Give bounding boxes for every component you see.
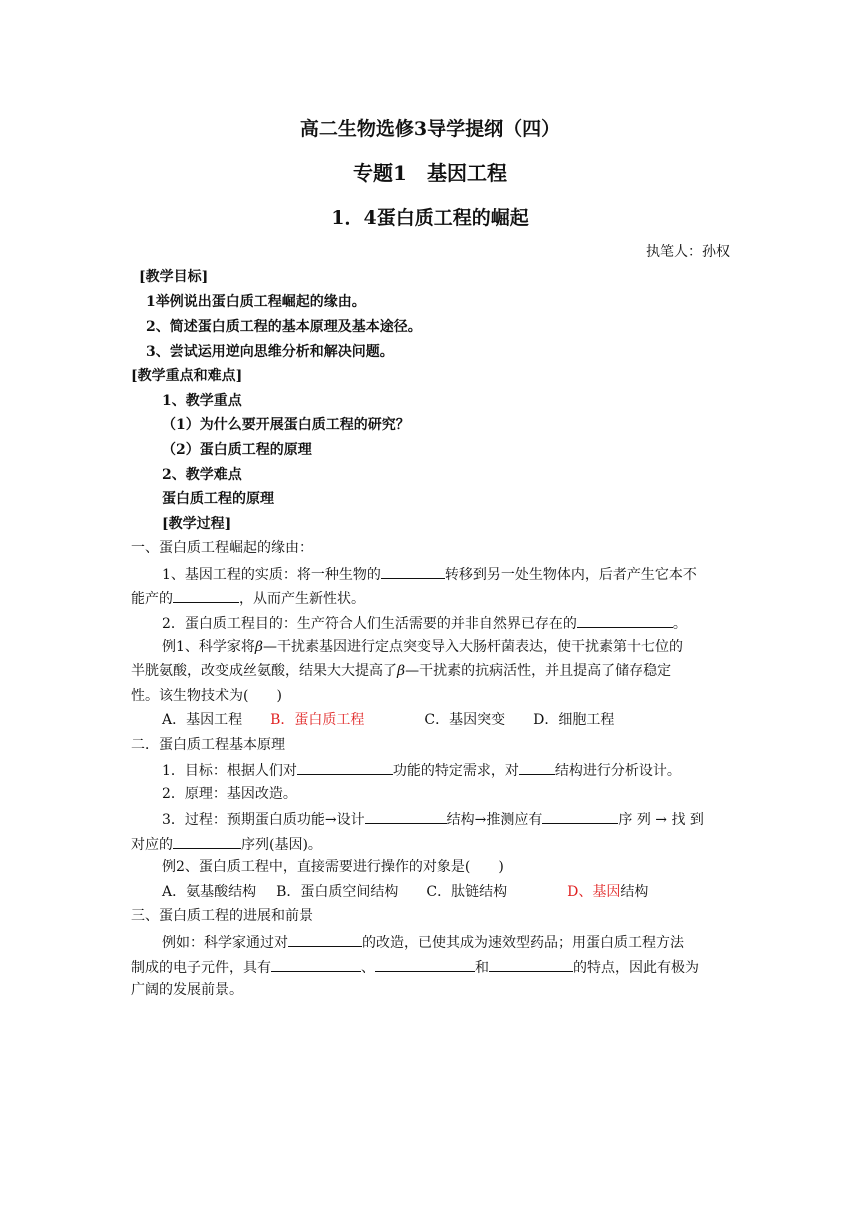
text-span: 、 <box>361 960 375 976</box>
keypoints-heading: [教学重点和难点] <box>131 368 243 384</box>
text-span: ，从而产生新性状。 <box>239 591 365 607</box>
objective-item: 2、简述蛋白质工程的基本原理及基本途径。 <box>146 319 422 335</box>
answer-blank[interactable] <box>288 931 362 947</box>
section1-p1-line1 <box>162 563 697 585</box>
example1-line2 <box>131 661 671 681</box>
section2-p1 <box>162 759 681 781</box>
answer-blank[interactable] <box>542 808 618 824</box>
answer-blank[interactable] <box>297 759 393 775</box>
option-d-rest: 结构 <box>620 884 649 900</box>
text-span: 例1、科学家将 <box>162 639 255 655</box>
focus-heading: 1、教学重点 <box>162 393 242 409</box>
example2-question: 例2、蛋白质工程中，直接需要进行操作的对象是( ) <box>162 859 504 875</box>
difficulty-heading: 2、教学难点 <box>162 467 242 483</box>
section2-heading: 二．蛋白质工程基本原理 <box>131 737 285 753</box>
answer-blank[interactable] <box>577 612 673 628</box>
option-a: A．氨基酸结构 <box>162 884 257 900</box>
objective-item: 1举例说出蛋白质工程崛起的缘由。 <box>146 294 366 310</box>
answer-blank[interactable] <box>375 956 475 972</box>
text-span: 1、基因工程的实质：将一种生物的 <box>162 567 381 583</box>
answer-blank[interactable] <box>173 833 241 849</box>
text-span: 。 <box>672 616 687 632</box>
doc-title: 高二生物选修3导学提纲（四） <box>299 118 561 140</box>
section3-line2 <box>131 956 699 978</box>
beta-symbol: β <box>397 663 406 679</box>
example2-options <box>162 882 648 902</box>
option-d: D．细胞工程 <box>533 712 615 728</box>
objectives-heading: [教学目标] <box>139 269 209 285</box>
option-b-answer: B．蛋白质工程 <box>270 712 365 728</box>
text-span: 结构进行分析设计。 <box>554 763 681 779</box>
text-span: 结构→推测应有 <box>446 812 543 828</box>
text-span: 例如：科学家通过对 <box>162 935 288 951</box>
option-c: C．肽链结构 <box>426 884 508 900</box>
text-span: 序列(基因)。 <box>241 837 322 853</box>
text-span: —干扰素基因进行定点突变导入大肠杆菌表达，使干扰素第十七位的 <box>263 639 684 655</box>
section2-p3-line2 <box>131 833 322 855</box>
option-d-answer: D、基因 <box>567 884 621 900</box>
example1-line1 <box>162 637 683 657</box>
option-c: C．基因突变 <box>424 712 506 728</box>
text-span: 2．蛋白质工程目的：生产符合人们生活需要的并非自然界已存在的 <box>162 616 577 632</box>
section1-heading: 一、蛋白质工程崛起的缘由： <box>131 540 313 556</box>
text-span: 3．过程：预期蛋白质功能→设计 <box>162 812 365 828</box>
section3-line3: 广阔的发展前景。 <box>131 982 243 998</box>
text-span: 能产的 <box>131 591 173 607</box>
text-span: —干扰素的抗病活性，并且提高了储存稳定 <box>405 663 672 679</box>
text-span: 和 <box>475 960 489 976</box>
text-span: 功能的特定需求，对 <box>392 763 519 779</box>
option-a: A．基因工程 <box>162 712 243 728</box>
author-line: 执笔人：孙权 <box>646 244 730 260</box>
lesson-title: 1．4蛋白质工程的崛起 <box>331 207 529 229</box>
focus-item: （1）为什么要开展蛋白质工程的研究？ <box>162 417 410 433</box>
text-span: 半胱氨酸，改变成丝氨酸，结果大大提高了 <box>131 663 397 679</box>
text-span: 序 列 → 找 到 <box>618 812 704 828</box>
answer-blank[interactable] <box>519 759 555 775</box>
text-span: 的特点，因此有极为 <box>573 960 699 976</box>
process-heading: [教学过程] <box>162 516 232 532</box>
section1-p2 <box>162 612 687 634</box>
text-span: 转移到另一处生物体内，后者产生它本不 <box>444 567 697 583</box>
focus-item: （2）蛋白质工程的原理 <box>162 442 312 458</box>
section2-p3-line1 <box>162 808 704 830</box>
text-span: 制成的电子元件，具有 <box>131 960 271 976</box>
doc-subtitle: 专题1 基因工程 <box>353 161 507 185</box>
section3-heading: 三、蛋白质工程的进展和前景 <box>131 908 313 924</box>
text-span: 对应的 <box>131 837 173 853</box>
objective-item: 3、尝试运用逆向思维分析和解决问题。 <box>146 344 394 360</box>
answer-blank[interactable] <box>365 808 447 824</box>
text-span: 的改造，已使其成为速效型药品；用蛋白质工程方法 <box>362 935 684 951</box>
example1-options <box>162 710 614 730</box>
answer-blank[interactable] <box>381 563 445 579</box>
answer-blank[interactable] <box>173 587 239 603</box>
difficulty-item: 蛋白质工程的原理 <box>162 491 274 507</box>
section2-p2: 2．原理：基因改造。 <box>162 786 297 802</box>
answer-blank[interactable] <box>489 956 573 972</box>
section1-p1-line2 <box>131 587 365 609</box>
answer-blank[interactable] <box>271 956 361 972</box>
beta-symbol: β <box>254 639 264 655</box>
section3-line1 <box>162 931 684 953</box>
text-span: 1．目标：根据人们对 <box>162 763 297 779</box>
option-b: B．蛋白质空间结构 <box>276 884 399 900</box>
example1-line3: 性。该生物技术为( ) <box>131 688 282 704</box>
